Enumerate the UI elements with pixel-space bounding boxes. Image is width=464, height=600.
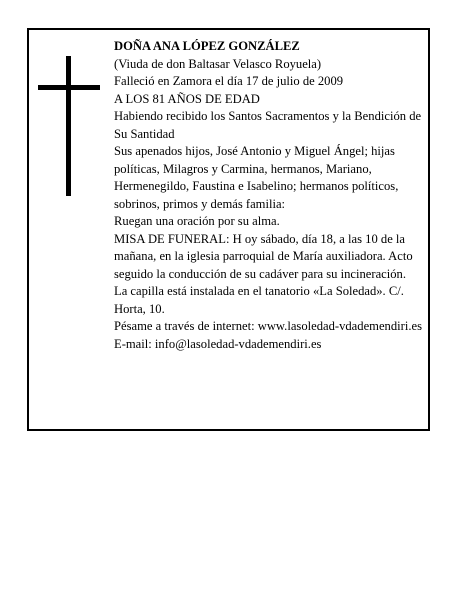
condolences-line: Pésame a través de internet: www.lasoledad-vdademendiri.es	[114, 319, 422, 333]
age-line: A LOS 81 AÑOS DE EDAD	[114, 91, 260, 106]
family-paragraph: Sus apenados hijos, José Antonio y Miguel Ángel; hijas políticas, Milagros y Carmina, hermanos, Mariano, Hermenegildo, Faustina e Isabelino; hermanos políticos, sobrinos, primos y demás familia:	[114, 144, 399, 211]
obituary-text	[114, 38, 424, 353]
email-line: E-mail: info@lasoledad-vdademendiri.es	[114, 336, 322, 351]
prayer-line: Ruegan una oración por su alma.	[114, 214, 280, 228]
cross-icon-vertical-bar	[66, 56, 71, 196]
deceased-name: DOÑA ANA LÓPEZ GONZÁLEZ	[114, 39, 300, 53]
widow-of-line: (Viuda de don Baltasar Velasco Royuela)	[114, 56, 322, 71]
cross-icon-horizontal-bar	[38, 85, 100, 90]
funeral-paragraph: MISA DE FUNERAL: H oy sábado, día 18, a las 10 de la mañana, en la iglesia parroquial de María auxiliadora. Acto seguido la conducción de su cadáver para su incineración.	[114, 231, 413, 281]
sacraments-line: Habiendo recibido los Santos Sacramentos y la Bendición de Su Santidad	[114, 109, 422, 141]
chapel-paragraph: La capilla está instalada en el tanatorio «La Soledad». C/. Horta, 10.	[114, 284, 404, 316]
death-line: Falleció en Zamora el día 17 de julio de 2009	[114, 74, 344, 88]
